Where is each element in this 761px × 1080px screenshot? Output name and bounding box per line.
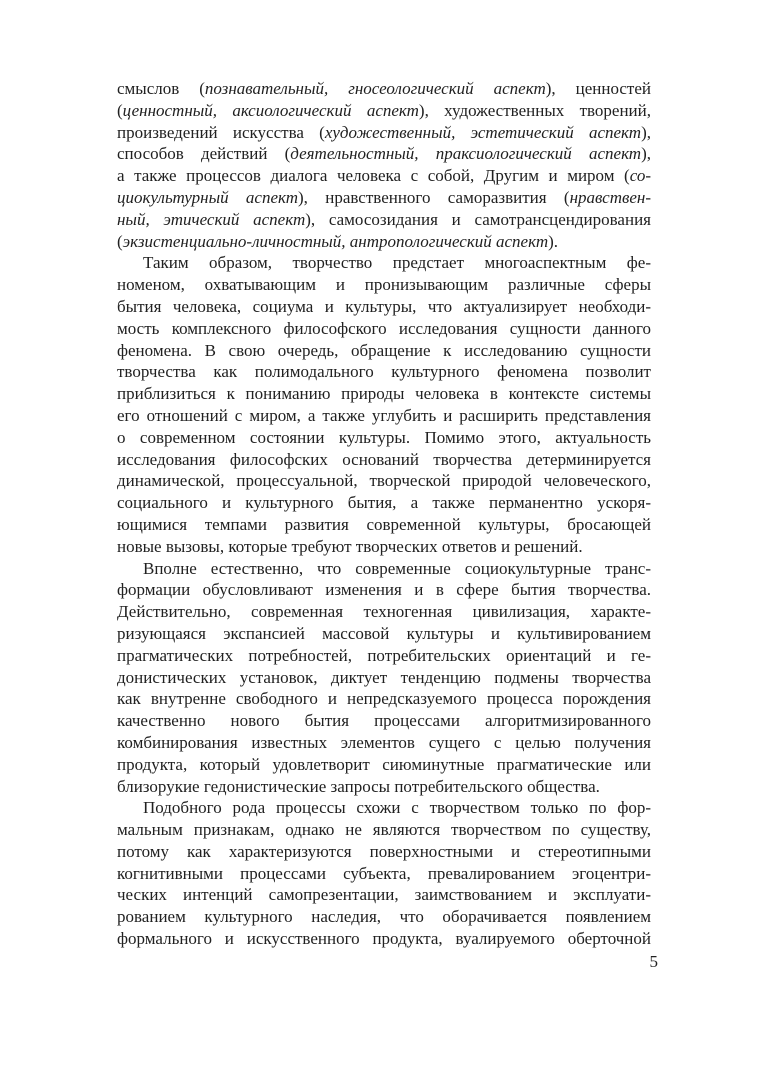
text-line xyxy=(117,143,651,165)
text-line xyxy=(117,252,651,274)
text-run: а также процессов диалога человека с собой, Другим и миром ( xyxy=(117,166,630,186)
text-run: комбинирования известных элементов сущего с целью получения xyxy=(117,732,651,752)
text-run: ), xyxy=(641,122,651,142)
text-line xyxy=(117,296,651,318)
text-line xyxy=(117,819,651,841)
text-line xyxy=(117,928,651,950)
text-run: бытия человека, социума и культуры, что актуализирует необходи- xyxy=(117,296,651,316)
italic-text-run: экзистенциально-личностный, антропологический аспект xyxy=(122,231,549,251)
paragraph xyxy=(117,78,651,252)
page-text-block xyxy=(117,78,651,950)
text-run: как внутренне свободного и непредсказуемого процесса порождения xyxy=(117,689,651,709)
text-run: Таким образом, творчество предстает многоаспектным фе- xyxy=(143,253,651,273)
text-line xyxy=(117,100,651,122)
text-run: потому как характеризуются поверхностными и стереотипными xyxy=(117,841,651,861)
text-run: Действительно, современная техногенная цивилизация, характе- xyxy=(117,602,651,622)
text-line xyxy=(117,122,651,144)
italic-text-run: нравствен- xyxy=(569,187,651,207)
text-run: творчества как полимодального культурного феномена позволит xyxy=(117,362,651,382)
italic-text-run: со- xyxy=(629,166,651,186)
text-run: близорукие гедонистические запросы потребительского общества. xyxy=(117,776,600,796)
text-line xyxy=(117,863,651,885)
text-line xyxy=(117,231,651,253)
text-line xyxy=(117,688,651,710)
text-line xyxy=(117,427,651,449)
text-run: его отношений с миром, а также углубить и расширить представления xyxy=(117,405,651,425)
text-run: ), xyxy=(641,144,651,164)
text-line xyxy=(117,318,651,340)
text-run: социального и культурного бытия, а также перманентно ускоря- xyxy=(117,493,651,513)
text-run: качественно нового бытия процессами алгоритмизированного xyxy=(117,711,651,731)
text-run: произведений искусства ( xyxy=(117,122,325,142)
text-run: продукта, который удовлетворит сиюминутные прагматические или xyxy=(117,754,651,774)
text-run: мальным признакам, однако не являются творчеством по существу, xyxy=(117,820,651,840)
text-run: способов действий ( xyxy=(117,144,291,164)
text-line xyxy=(117,579,651,601)
text-run: ческих интенций самопрезентации, заимствованием и эксплуати- xyxy=(117,885,651,905)
text-line xyxy=(117,361,651,383)
text-line xyxy=(117,470,651,492)
paragraph xyxy=(117,558,651,798)
text-line xyxy=(117,776,651,798)
text-line xyxy=(117,514,651,536)
text-run: формального и искусственного продукта, вуалируемого оберточной xyxy=(117,929,651,949)
text-line xyxy=(117,536,651,558)
text-line xyxy=(117,405,651,427)
paragraph xyxy=(117,252,651,557)
text-run: ). xyxy=(548,231,559,251)
text-line xyxy=(117,884,651,906)
text-run: феномена. В свою очередь, обращение к исследованию сущности xyxy=(117,340,651,360)
text-run: донистических установок, диктует тенденцию подмены творчества xyxy=(117,667,651,687)
text-line xyxy=(117,383,651,405)
text-line xyxy=(117,841,651,863)
text-run: номеном, охватывающим и пронизывающим различные сферы xyxy=(117,275,651,295)
text-line xyxy=(117,187,651,209)
text-line xyxy=(117,623,651,645)
text-run: динамической, процессуальной, творческой природой человеческого, xyxy=(117,471,651,491)
text-line xyxy=(117,667,651,689)
text-run: Подобного рода процессы схожи с творчеством только по фор- xyxy=(143,798,651,818)
text-run: прагматических потребностей, потребительских ориентаций и ге- xyxy=(117,645,651,665)
text-line xyxy=(117,710,651,732)
text-run: смыслов ( xyxy=(117,79,205,98)
text-run: когнитивными процессами субъекта, превалированием эгоцентри- xyxy=(117,863,651,883)
italic-text-run: художественный, эстетический аспект xyxy=(324,122,642,142)
text-run: ), ценностей xyxy=(545,79,651,98)
text-line xyxy=(117,340,651,362)
text-line xyxy=(117,601,651,623)
text-line xyxy=(117,209,651,231)
italic-text-run: деятельностный, праксиологический аспект xyxy=(290,144,642,164)
text-run: мость комплексного философского исследования сущности данного xyxy=(117,318,651,338)
text-line xyxy=(117,492,651,514)
paragraph xyxy=(117,797,651,950)
text-line xyxy=(117,906,651,928)
text-line xyxy=(117,449,651,471)
text-line xyxy=(117,274,651,296)
italic-text-run: ценностный, аксиологический аспект xyxy=(122,100,419,120)
text-run: новые вызовы, которые требуют творческих ответов и решений. xyxy=(117,536,583,556)
text-line xyxy=(117,732,651,754)
text-run: Вполне естественно, что современные социокультурные транс- xyxy=(143,558,651,578)
text-line xyxy=(117,754,651,776)
text-run: ), нравственного саморазвития ( xyxy=(298,187,570,207)
text-line xyxy=(117,558,651,580)
page-number: 5 xyxy=(649,952,658,971)
text-run: формации обусловливают изменения и в сфере бытия творчества. xyxy=(117,580,651,600)
text-line xyxy=(117,797,651,819)
text-run: рованием культурного наследия, что оборачивается появлением xyxy=(117,907,651,927)
italic-text-run: ный, этический аспект xyxy=(117,209,306,229)
text-line xyxy=(117,78,651,100)
italic-text-run: циокультурный аспект xyxy=(117,187,298,207)
text-line xyxy=(117,645,651,667)
text-line xyxy=(117,165,651,187)
text-run: ), художественных творений, xyxy=(418,100,652,120)
text-run: ризующаяся экспансией массовой культуры и культивированием xyxy=(117,623,651,643)
text-run: ), самосозидания и самотрансцендирования xyxy=(305,209,651,229)
text-run: ющимися темпами развития современной культуры, бросающей xyxy=(117,514,651,534)
italic-text-run: познавательный, гносеологический аспект xyxy=(204,79,546,98)
text-run: ( xyxy=(117,100,123,120)
text-run: о современном состоянии культуры. Помимо этого, актуальность xyxy=(117,427,651,447)
text-run: приблизиться к пониманию природы человека в контексте системы xyxy=(117,384,651,404)
text-run: ( xyxy=(117,231,123,251)
text-run: исследования философских оснований творчества детерминируется xyxy=(117,449,651,469)
